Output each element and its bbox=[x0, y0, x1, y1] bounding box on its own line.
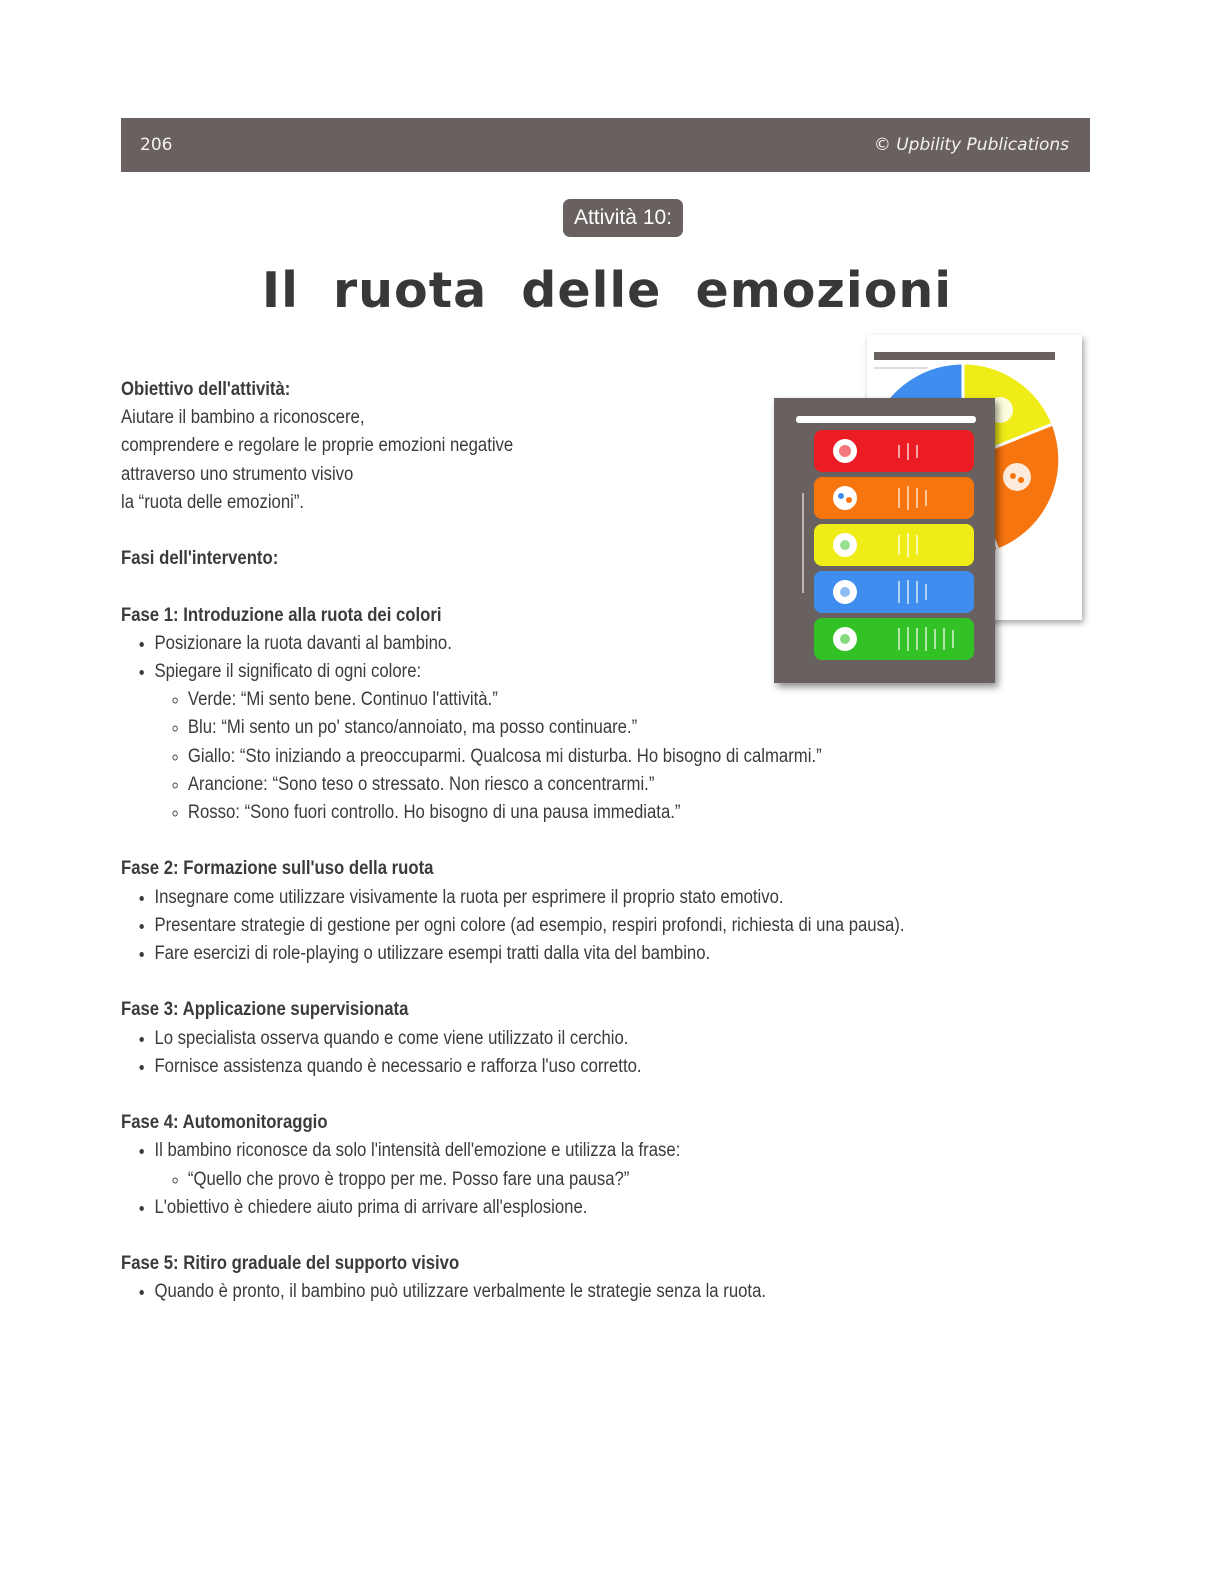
activity-tag: Attività 10: bbox=[563, 199, 683, 237]
list-item: • Quando è pronto, il bambino può utilizzare verbalmente le strategie senza la ruota. bbox=[154, 1278, 913, 1306]
color-yellow-item: ◦ Giallo: “Sto iniziando a preoccuparmi. Qualcosa mi disturba. Ho bisogno di calmarmi.” bbox=[188, 743, 913, 771]
objective-line: Aiutare il bambino a riconoscere, bbox=[121, 407, 365, 429]
phase-1-title: Fase 1: Introduzione alla ruota dei colori bbox=[121, 604, 442, 626]
list-item-text: Spiegare il significato di ogni colore: bbox=[154, 661, 422, 682]
objective-line: attraverso uno strumento visivo bbox=[121, 463, 354, 485]
objective-line: la “ruota delle emozioni”. bbox=[121, 491, 305, 513]
color-orange-item: ◦ Arancione: “Sono teso o stressato. Non riesco a concentrarmi.” bbox=[188, 771, 913, 799]
page-title: Il ruota delle emozioni bbox=[261, 262, 953, 319]
list-item: • L'obiettivo è chiedere aiuto prima di arrivare all'esplosione. bbox=[154, 1194, 913, 1222]
page-header-bar bbox=[121, 118, 1090, 172]
phase-3-title: Fase 3: Applicazione supervisionata bbox=[121, 999, 409, 1021]
page-number: 206 bbox=[140, 135, 173, 155]
phase-5-title: Fase 5: Ritiro graduale del supporto visivo bbox=[121, 1253, 460, 1275]
phases-heading: Fasi dell'intervento: bbox=[121, 548, 279, 570]
list-item bbox=[154, 1137, 913, 1193]
color-blue-item: ◦ Blu: “Mi sento un po' stanco/annoiato, ma posso continuare.” bbox=[188, 714, 913, 742]
phase-5-list bbox=[121, 1278, 913, 1306]
phase-2-list bbox=[121, 884, 913, 969]
color-green-item: ◦ Verde: “Mi sento bene. Continuo l'attività.” bbox=[188, 686, 913, 714]
phase-3-list bbox=[121, 1025, 913, 1081]
pause-phrase: ◦ “Quello che provo è troppo per me. Posso fare una pausa?” bbox=[188, 1166, 913, 1194]
color-meaning-list bbox=[154, 686, 913, 827]
objective-heading: Obiettivo dell'attività: bbox=[121, 379, 291, 400]
phase-4-title: Fase 4: Automonitoraggio bbox=[121, 1112, 328, 1134]
phase-2-title: Fase 2: Formazione sull'uso della ruota bbox=[121, 858, 434, 880]
list-item: • Lo specialista osserva quando e come viene utilizzato il cerchio. bbox=[154, 1025, 913, 1053]
list-item: • Posizionare la ruota davanti al bambino. bbox=[154, 630, 913, 658]
list-item: • Insegnare come utilizzare visivamente la ruota per esprimere il proprio stato emotivo. bbox=[154, 884, 913, 912]
list-item bbox=[154, 658, 913, 827]
list-item: • Presentare strategie di gestione per ogni colore (ad esempio, respiri profondi, richiesta di una pausa). bbox=[154, 912, 913, 940]
publisher-credit: © Upbility Publications bbox=[873, 135, 1069, 155]
list-item: • Fornisce assistenza quando è necessario e rafforza l'uso corretto. bbox=[154, 1053, 913, 1081]
phase-4-list bbox=[121, 1137, 913, 1222]
phrase-list bbox=[154, 1166, 913, 1194]
color-red-item: ◦ Rosso: “Sono fuori controllo. Ho bisogno di una pausa immediata.” bbox=[188, 799, 913, 827]
list-item-text: Il bambino riconosce da solo l'intensità dell'emozione e utilizza la frase: bbox=[154, 1140, 681, 1162]
list-item: • Fare esercizi di role-playing o utilizzare esempi tratti dalla vita del bambino. bbox=[154, 940, 913, 968]
objective-line: comprendere e regolare le proprie emozioni negative bbox=[121, 435, 514, 457]
activity-content bbox=[121, 376, 913, 1307]
phase-1-list bbox=[121, 630, 913, 827]
